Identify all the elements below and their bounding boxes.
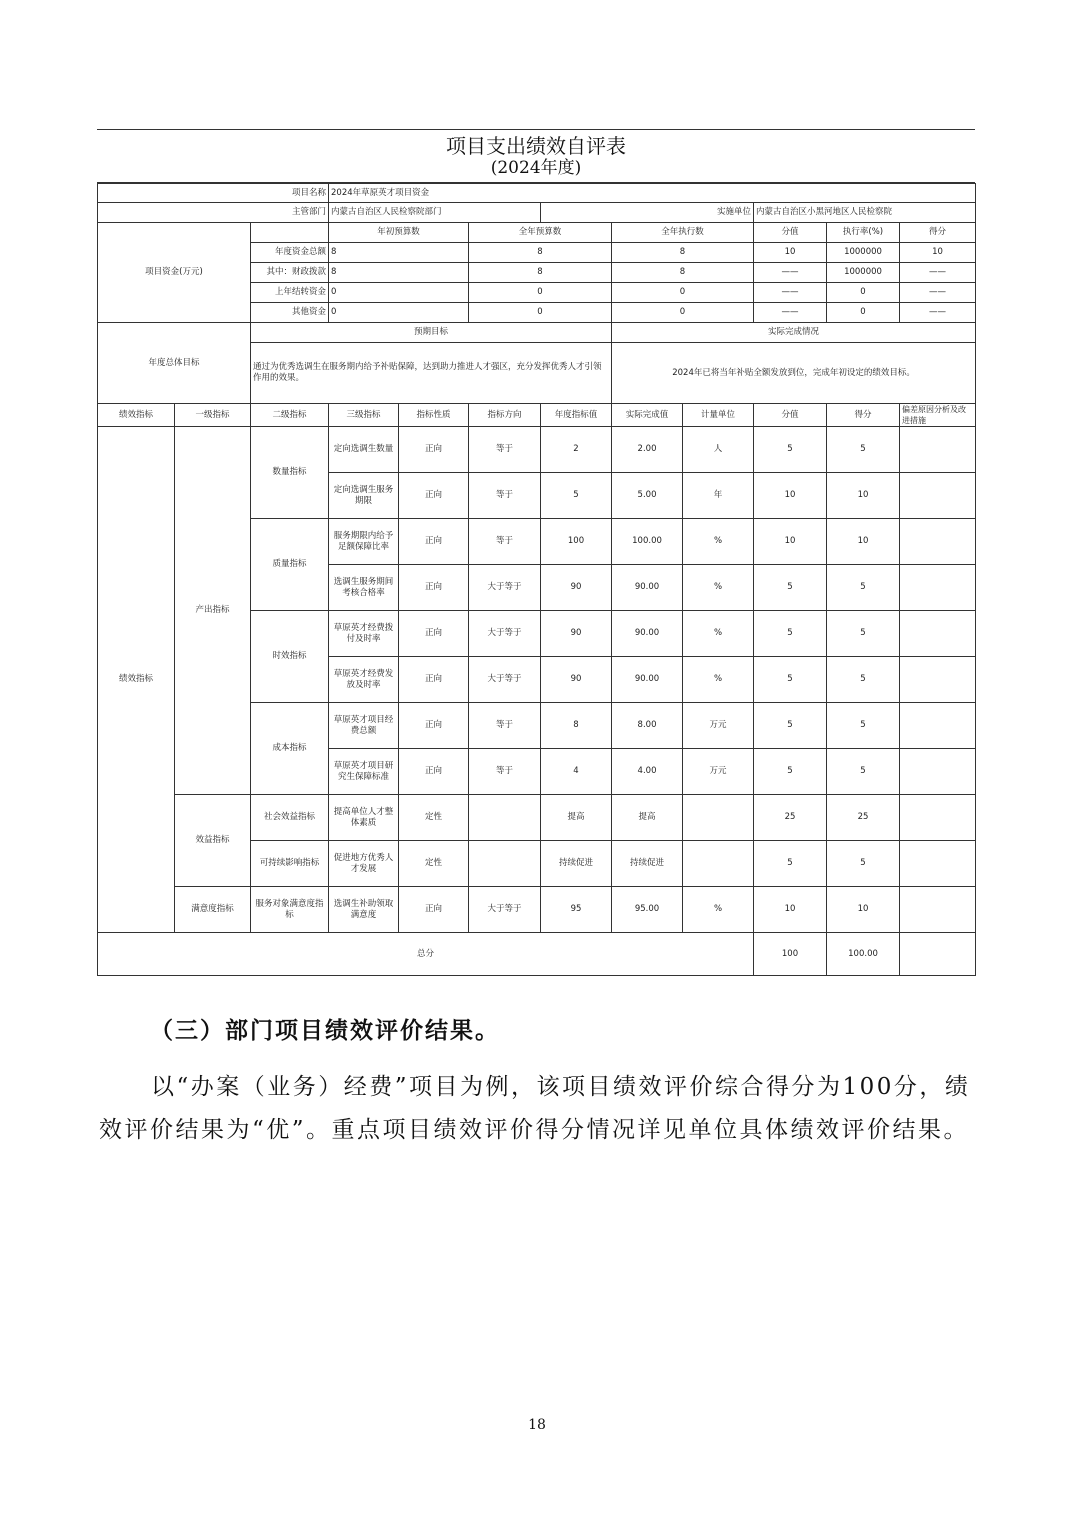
nature: 定性	[399, 795, 469, 841]
direction: 等于	[469, 703, 541, 749]
l3-indicator: 定向选调生数量	[329, 427, 399, 473]
ind-header: 实际完成值	[612, 404, 683, 427]
ind-header: 绩效指标	[98, 404, 175, 427]
score: 5	[827, 611, 900, 657]
ind-header: 指标性质	[399, 404, 469, 427]
ind-header: 计量单位	[683, 404, 754, 427]
level2-time: 时效指标	[251, 611, 329, 703]
expected-goal-text: 通过为优秀选调生在服务期内给予补贴保障，达到助力推进人才强区，充分发挥优秀人才引领作用的效果。	[251, 343, 612, 404]
project-name-label: 项目名称	[98, 184, 329, 203]
total-score: 100.00	[827, 933, 900, 976]
funds-header: 执行率(%)	[827, 223, 900, 243]
value: 10	[754, 473, 827, 519]
funds-executed: 0	[612, 283, 754, 303]
target: 8	[541, 703, 612, 749]
unit: %	[683, 657, 754, 703]
l3-indicator: 选调生服务期间考核合格率	[329, 565, 399, 611]
funds-executed: 0	[612, 303, 754, 323]
level2-cost: 成本指标	[251, 703, 329, 795]
score: 10	[827, 887, 900, 933]
dept-value: 内蒙古自治区人民检察院部门	[329, 203, 541, 223]
level1-output: 产出指标	[175, 427, 251, 795]
score: 10	[827, 519, 900, 565]
value: 25	[754, 795, 827, 841]
target: 95	[541, 887, 612, 933]
funds-header: 全年执行数	[612, 223, 754, 243]
actual: 95.00	[612, 887, 683, 933]
unit: %	[683, 565, 754, 611]
funds-header: 全年预算数	[469, 223, 612, 243]
level2-quality: 质量指标	[251, 519, 329, 611]
nature: 正向	[399, 427, 469, 473]
indicator-header-row	[98, 404, 976, 427]
remark	[900, 427, 976, 473]
direction: 大于等于	[469, 657, 541, 703]
evaluation-table	[97, 183, 976, 976]
ind-header: 年度指标值	[541, 404, 612, 427]
l2-indicator: 社会效益指标	[251, 795, 329, 841]
funds-rate: 1000000	[827, 243, 900, 263]
actual: 持续促进	[612, 841, 683, 887]
total-label: 总分	[98, 933, 754, 976]
table-row	[98, 795, 976, 841]
table-row	[98, 427, 976, 473]
ind-header: 三级指标	[329, 404, 399, 427]
l2-indicator: 可持续影响指标	[251, 841, 329, 887]
l3-indicator: 草原英才经费发放及时率	[329, 657, 399, 703]
table-title: 项目支出绩效自评表	[446, 134, 626, 158]
target: 持续促进	[541, 841, 612, 887]
project-name: 2024年草原英才项目资金	[329, 184, 976, 203]
target: 100	[541, 519, 612, 565]
direction: 等于	[469, 749, 541, 795]
funds-rate: 0	[827, 283, 900, 303]
unit	[683, 841, 754, 887]
ind-header: 指标方向	[469, 404, 541, 427]
value: 5	[754, 611, 827, 657]
paragraph-text: 以“办案（业务）经费”项目为例，该项目绩效评价综合得分为100分，绩效评价结果为“优”。重点项目绩效评价得分情况详见单位具体绩效评价结果。	[99, 1074, 971, 1143]
unit: %	[683, 887, 754, 933]
score: 5	[827, 427, 900, 473]
score: 25	[827, 795, 900, 841]
goal-header-row	[98, 323, 976, 343]
direction: 等于	[469, 519, 541, 565]
funds-budget-full: 0	[469, 283, 612, 303]
target: 4	[541, 749, 612, 795]
l3-indicator: 草原英才经费拨付及时率	[329, 611, 399, 657]
funds-budget-initial: 8	[329, 263, 469, 283]
level1-satisfaction: 满意度指标	[175, 887, 251, 933]
value: 5	[754, 565, 827, 611]
total-row	[98, 933, 976, 976]
funds-score-value: 10	[754, 243, 827, 263]
value: 5	[754, 749, 827, 795]
ind-header: 二级指标	[251, 404, 329, 427]
funds-score: ——	[900, 283, 976, 303]
funds-score: ——	[900, 263, 976, 283]
nature: 正向	[399, 565, 469, 611]
funds-label: 项目资金(万元)	[98, 223, 251, 323]
funds-row-label: 上年结转资金	[251, 283, 329, 303]
unit: %	[683, 519, 754, 565]
score: 5	[827, 565, 900, 611]
remark	[900, 657, 976, 703]
unit: 年	[683, 473, 754, 519]
actual: 提高	[612, 795, 683, 841]
ind-header: 一级指标	[175, 404, 251, 427]
value: 5	[754, 427, 827, 473]
funds-budget-full: 8	[469, 263, 612, 283]
annual-goal-label: 年度总体目标	[98, 323, 251, 404]
target: 90	[541, 611, 612, 657]
nature: 正向	[399, 473, 469, 519]
ind-header: 分值	[754, 404, 827, 427]
funds-score-value: ——	[754, 303, 827, 323]
value: 5	[754, 841, 827, 887]
l3-indicator: 定向选调生服务期限	[329, 473, 399, 519]
nature: 正向	[399, 519, 469, 565]
funds-header: 年初预算数	[329, 223, 469, 243]
l2-indicator: 服务对象满意度指标	[251, 887, 329, 933]
unit: 人	[683, 427, 754, 473]
direction: 大于等于	[469, 887, 541, 933]
nature: 正向	[399, 611, 469, 657]
funds-score: ——	[900, 303, 976, 323]
nature: 定性	[399, 841, 469, 887]
actual: 90.00	[612, 565, 683, 611]
table-row	[98, 887, 976, 933]
funds-header-row	[98, 223, 976, 243]
impl-label: 实施单位	[541, 203, 754, 223]
funds-row-label: 年度资金总额	[251, 243, 329, 263]
score: 5	[827, 841, 900, 887]
direction: 等于	[469, 473, 541, 519]
funds-row-label: 其他资金	[251, 303, 329, 323]
value: 5	[754, 657, 827, 703]
actual: 90.00	[612, 657, 683, 703]
target: 2	[541, 427, 612, 473]
direction: 大于等于	[469, 611, 541, 657]
total-remark	[900, 933, 976, 976]
ind-header: 偏差原因分析及改进措施	[900, 404, 976, 427]
remark	[900, 565, 976, 611]
funds-executed: 8	[612, 243, 754, 263]
remark	[900, 703, 976, 749]
direction: 等于	[469, 427, 541, 473]
l3-indicator: 促进地方优秀人才发展	[329, 841, 399, 887]
score: 5	[827, 749, 900, 795]
value: 10	[754, 887, 827, 933]
total-value: 100	[754, 933, 827, 976]
actual: 8.00	[612, 703, 683, 749]
unit: %	[683, 611, 754, 657]
l3-indicator: 提高单位人才整体素质	[329, 795, 399, 841]
l3-indicator: 选调生补助领取满意度	[329, 887, 399, 933]
level1-effect: 效益指标	[175, 795, 251, 887]
value: 5	[754, 703, 827, 749]
actual: 2.00	[612, 427, 683, 473]
ind-col1: 绩效指标	[98, 427, 175, 933]
actual: 5.00	[612, 473, 683, 519]
table-title-block	[97, 130, 975, 183]
target: 90	[541, 657, 612, 703]
funds-budget-initial: 8	[329, 243, 469, 263]
funds-row-label: 其中：财政拨款	[251, 263, 329, 283]
direction	[469, 795, 541, 841]
l3-indicator: 草原英才项目经费总额	[329, 703, 399, 749]
body-paragraph	[99, 1066, 979, 1152]
actual: 90.00	[612, 611, 683, 657]
target: 90	[541, 565, 612, 611]
funds-budget-initial: 0	[329, 283, 469, 303]
nature: 正向	[399, 749, 469, 795]
funds-score-value: ——	[754, 283, 827, 303]
remark	[900, 749, 976, 795]
funds-header: 得分	[900, 223, 976, 243]
impl-value: 内蒙古自治区小黑河地区人民检察院	[754, 203, 976, 223]
direction: 大于等于	[469, 565, 541, 611]
funds-budget-full: 0	[469, 303, 612, 323]
l3-indicator: 草原英才项目研究生保障标准	[329, 749, 399, 795]
level2-quantity: 数量指标	[251, 427, 329, 519]
remark	[900, 611, 976, 657]
remark	[900, 519, 976, 565]
expected-goal-label: 预期目标	[251, 323, 612, 343]
unit: 万元	[683, 749, 754, 795]
direction	[469, 841, 541, 887]
unit: 万元	[683, 703, 754, 749]
page-number: 18	[528, 1417, 546, 1433]
actual: 4.00	[612, 749, 683, 795]
nature: 正向	[399, 657, 469, 703]
funds-rate: 0	[827, 303, 900, 323]
funds-header-blank	[251, 223, 329, 243]
score: 10	[827, 473, 900, 519]
score: 5	[827, 657, 900, 703]
project-name-row	[98, 184, 976, 203]
funds-score-value: ——	[754, 263, 827, 283]
table-subtitle: (2024年度)	[490, 158, 582, 178]
actual-text: 2024年已将当年补贴全额发放到位，完成年初设定的绩效目标。	[612, 343, 976, 404]
dept-label: 主管部门	[98, 203, 329, 223]
value: 10	[754, 519, 827, 565]
target: 5	[541, 473, 612, 519]
score: 5	[827, 703, 900, 749]
funds-budget-full: 8	[469, 243, 612, 263]
funds-header: 分值	[754, 223, 827, 243]
unit	[683, 795, 754, 841]
funds-rate: 1000000	[827, 263, 900, 283]
self-evaluation-sheet	[97, 129, 975, 976]
actual: 100.00	[612, 519, 683, 565]
nature: 正向	[399, 703, 469, 749]
section-heading: （三）部门项目绩效评价结果。	[150, 1017, 500, 1044]
department-row	[98, 203, 976, 223]
actual-label: 实际完成情况	[612, 323, 976, 343]
remark	[900, 473, 976, 519]
target: 提高	[541, 795, 612, 841]
remark	[900, 887, 976, 933]
ind-header: 得分	[827, 404, 900, 427]
remark	[900, 795, 976, 841]
funds-score: 10	[900, 243, 976, 263]
funds-budget-initial: 0	[329, 303, 469, 323]
nature: 正向	[399, 887, 469, 933]
funds-executed: 8	[612, 263, 754, 283]
l3-indicator: 服务期限内给予足额保障比率	[329, 519, 399, 565]
remark	[900, 841, 976, 887]
